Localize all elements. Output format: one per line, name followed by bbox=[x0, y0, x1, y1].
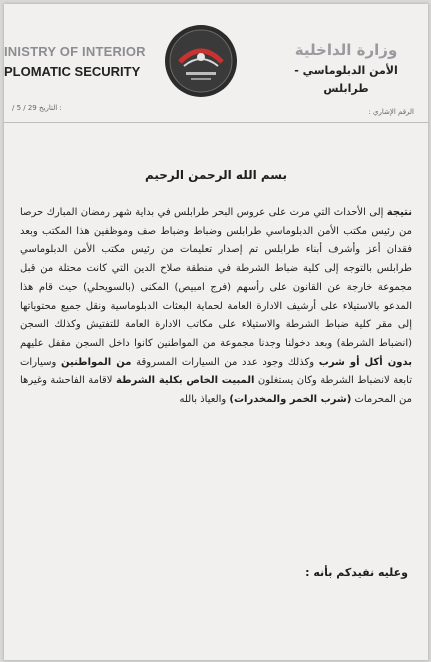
closing-line: وعليه نفيدكم بأنه : bbox=[305, 566, 408, 579]
lead-word: نتيجة bbox=[386, 207, 412, 218]
date-field bbox=[12, 104, 62, 112]
basmala-heading: بسم الله الرحمن الرحيم bbox=[144, 168, 288, 182]
body-emphasis-3: المبيت الخاص بكلية الشرطة bbox=[116, 375, 255, 387]
department-name-arabic: الأمن الدبلوماسي - طرابلس bbox=[294, 64, 398, 95]
reference-row bbox=[4, 98, 428, 120]
body-emphasis-1: بدون أكل أو شرب bbox=[318, 356, 413, 368]
body-emphasis-4: (شرب الخمر والمخدرات) bbox=[229, 394, 352, 406]
letter-body bbox=[20, 204, 412, 410]
reference-number-label: الرقم الإشاري : bbox=[368, 108, 414, 116]
header-divider bbox=[4, 122, 428, 123]
arabic-header bbox=[276, 38, 416, 98]
date-value: / 5 / 29 bbox=[12, 104, 37, 112]
english-header bbox=[4, 42, 154, 82]
ministry-name-english: INISTRY OF INTERIOR bbox=[4, 44, 146, 59]
date-label: التاريخ : bbox=[39, 104, 62, 112]
body-text-3: وسيارات تابعة لانضباط الشرطة وكان يستغلون bbox=[20, 356, 412, 387]
ministry-emblem-logo bbox=[164, 24, 238, 98]
body-text-1: إلى الأحداث التي مرت على عروس البحر طرابلس في بداية شهر رمضان المبارك حرصا من رئيس مكتب الأمن الدبلوماسي طرابلس وضباط وضباط صف وموظفين هذا المكتب وبعد فقدان أعز وأشرف أبناء طرابلس تم إصدار تعليمات من رئيس مكتب الأمن الدبلوماسي طرابلس بالتوجه إلى كلية ضباط الشرطة في منطقة صلاح الدين التي كانت محتلة من قبل مجموعة خارجة عن القانون على رأسهم (فرج امبيص) المكنى (بالسويحلي) حيث قام هذا المدعو بالاستيلاء على أرشيف الادارة العامة لحماية البعثات الدبلوماسية ونقل جميع محتوياتها إلى مقر كلية ضباط الشرطة والاستيلاء على مكاتب الادارة العامة للتفتيش وكذلك السجن (انضباط الشرطة) وبعد دخولنا وجدنا مجموعة من المواطنين كانوا داخل السجن مقفل عليهم bbox=[20, 207, 412, 349]
ministry-name-arabic: وزارة الداخلية bbox=[294, 41, 398, 59]
body-text-5: والعياذ بالله bbox=[179, 394, 227, 406]
body-emphasis-2: من المواطنين bbox=[61, 356, 132, 368]
body-text-4: لاقامة الفاحشة وغيرها من المحرمات bbox=[20, 375, 412, 406]
body-text-2: وكذلك وجود عدد من السيارات المسروقة bbox=[136, 356, 315, 368]
letter-page bbox=[4, 4, 428, 660]
department-name-english: PLOMATIC SECURITY bbox=[4, 64, 141, 79]
